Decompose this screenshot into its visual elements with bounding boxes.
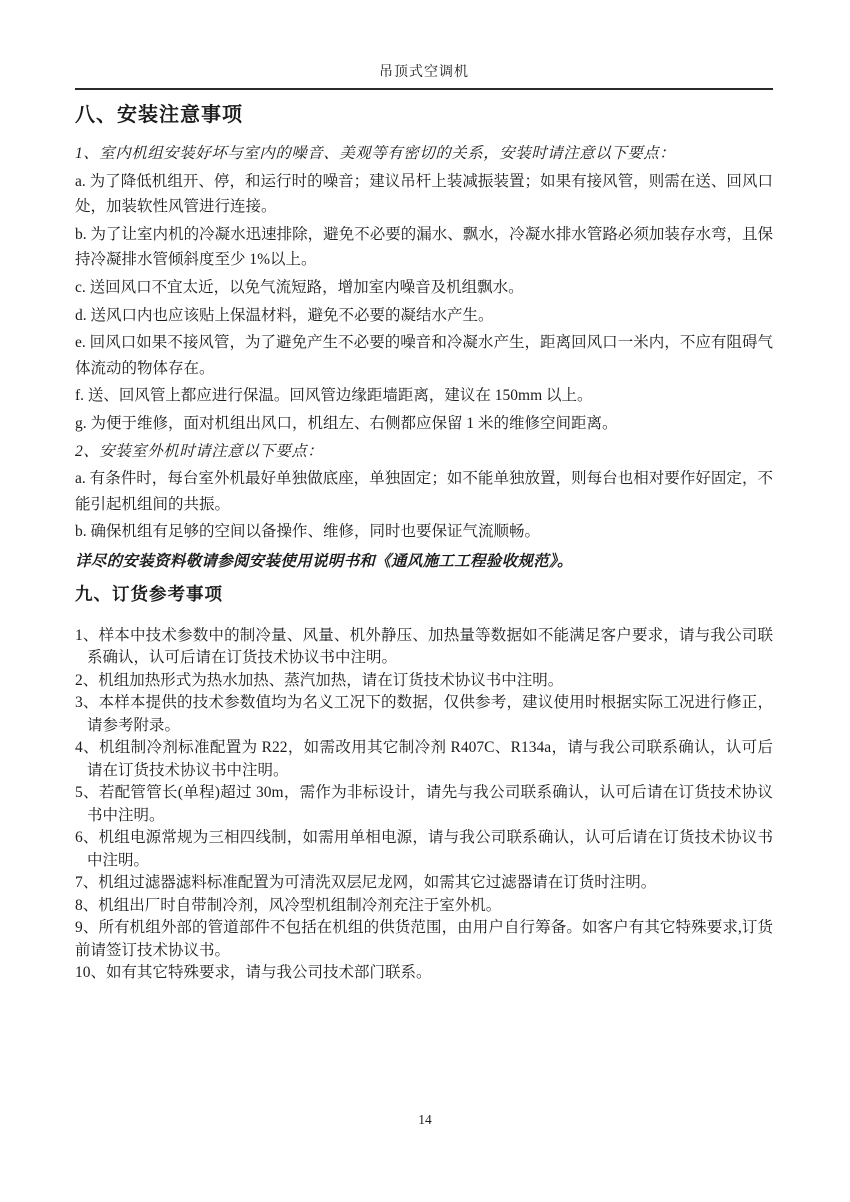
ordering-note-3: 3、本样本提供的技术参数值均为名义工况下的数据，仅供参考，建议使用时根据实际工况进行修正，请参考附录。 bbox=[75, 694, 773, 734]
outdoor-note-a: a. 有条件时，每台室外机最好单独做底座，单独固定；如不能单独放置，则每台也相对要作好固定，不能引起机组间的共振。 bbox=[75, 470, 773, 513]
running-header-title: 吊顶式空调机 bbox=[379, 65, 469, 80]
install-note-a: a. 为了降低机组开、停，和运行时的噪音；建议吊杆上装减振装置；如果有接风管，则需在送、回风口处，加装软性风管进行连接。 bbox=[75, 172, 773, 216]
ordering-note-1: 1、样本中技术参数中的制冷量、风量、机外静压、加热量等数据如不能满足客户要求，请与我公司联系确认，认可后请在订货技术协议书中注明。 bbox=[75, 626, 773, 666]
ordering-note-9: 9、所有机组外部的管道部件不包括在机组的供货范围，由用户自行筹备。如客户有其它特殊要求,订货前请签订技术协议书。 bbox=[75, 919, 773, 959]
outdoor-note-b: b. 确保机组有足够的空间以备操作、维修，同时也要保证气流顺畅。 bbox=[75, 523, 541, 541]
install-note-d: d. 送风口内也应该贴上保温材料，避免不必要的凝结水产生。 bbox=[75, 306, 494, 324]
section8-title: 八、安装注意事项 bbox=[75, 104, 243, 126]
install-note-b: b. 为了让室内机的冷凝水迅速排除，避免不必要的漏水、飘水，冷凝水排水管路必须加装存水弯，且保持冷凝排水管倾斜度至少 1%以上。 bbox=[75, 225, 773, 269]
section8-intro-1: 1、室内机组安装好坏与室内的噪音、美观等有密切的关系，安装时请注意以下要点： bbox=[75, 145, 676, 162]
ordering-note-10: 10、如有其它特殊要求，请与我公司技术部门联系。 bbox=[75, 964, 432, 981]
ordering-note-2: 2、机组加热形式为热水加热、蒸汽加热，请在订货技术协议书中注明。 bbox=[75, 671, 564, 689]
section8-intro-2: 2、安装室外机时请注意以下要点： bbox=[75, 442, 324, 460]
install-note-f: f. 送、回风管上都应进行保温。回风管边缘距墙距离，建议在 150mm 以上。 bbox=[75, 387, 593, 405]
page-number: 14 bbox=[418, 1112, 432, 1127]
running-header bbox=[75, 0, 773, 90]
install-note-g: g. 为便于维修，面对机组出风口，机组左、右侧都应保留 1 米的维修空间距离。 bbox=[75, 414, 618, 432]
ordering-note-5: 5、若配管管长(单程)超过 30m，需作为非标设计，请先与我公司联系确认，认可后请在订货技术协议书中注明。 bbox=[75, 784, 773, 824]
install-note-e: e. 回风口如果不接风管，为了避免产生不必要的噪音和冷凝水产生，距离回风口一米内，不应有阻碍气体流动的物体存在。 bbox=[75, 334, 773, 377]
ordering-note-8: 8、机组出厂时自带制冷剂，风冷型机组制冷剂充注于室外机。 bbox=[75, 896, 502, 914]
section9-title: 九、订货参考事项 bbox=[75, 583, 223, 604]
ordering-note-4: 4、机组制冷剂标准配置为 R22，如需改用其它制冷剂 R407C、R134a，请与我公司联系确认，认可后请在订货技术协议书中注明。 bbox=[75, 739, 773, 779]
ordering-note-7: 7、机组过滤器滤料标准配置为可清洗双层尼龙网，如需其它过滤器请在订货时注明。 bbox=[75, 874, 657, 891]
section8-reference-note: 详尽的安装资料敬请参阅安装使用说明书和《通风施工工程验收规范》。 bbox=[75, 552, 573, 570]
install-note-c: c. 送回风口不宜太近，以免气流短路，增加室内噪音及机组飘水。 bbox=[75, 278, 524, 296]
ordering-note-6: 6、机组电源常规为三相四线制，如需用单相电源，请与我公司联系确认，认可后请在订货技术协议书中注明。 bbox=[75, 829, 773, 869]
ordering-notes-list bbox=[75, 625, 773, 985]
